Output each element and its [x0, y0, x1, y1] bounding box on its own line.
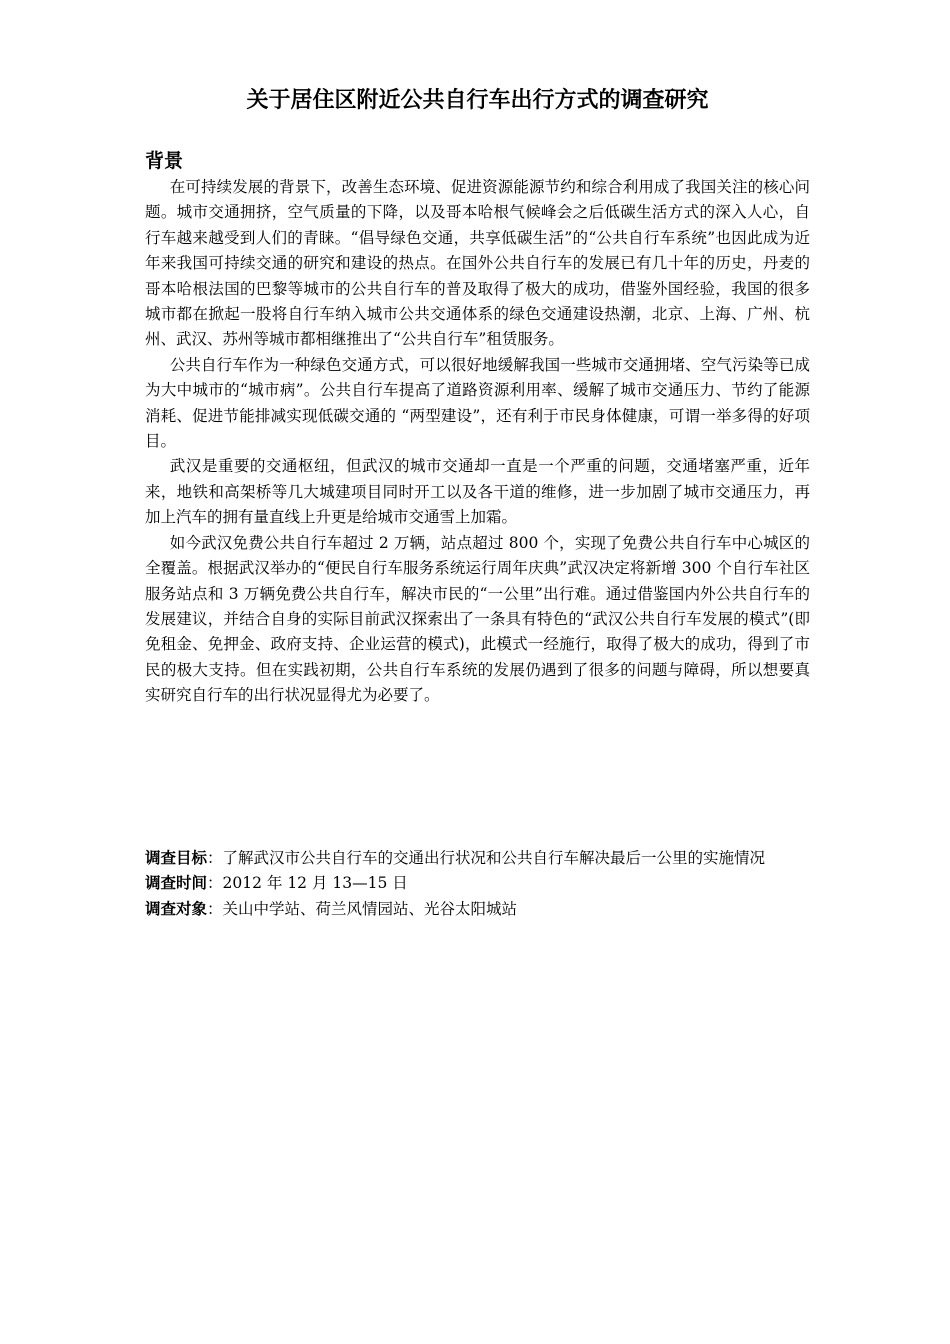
survey-time-text: ：2012 年 12 月 13—15 日: [207, 874, 408, 893]
survey-time-label: 调查时间: [145, 874, 208, 893]
background-body: [145, 175, 810, 709]
paragraph: 武汉是重要的交通枢纽，但武汉的城市交通却一直是一个严重的问题，交通堵塞严重，近年来，地铁和高架桥等几大城建项目同时开工以及各干道的维修，进一步加剧了城市交通压力，再加上汽车的拥有量直线上升更是给城市交通雪上加霜。: [145, 457, 810, 527]
survey-info: [145, 846, 810, 922]
survey-target-row: [145, 897, 810, 922]
survey-target-label: 调查对象: [145, 899, 208, 918]
paragraph: 公共自行车作为一种绿色交通方式，可以很好地缓解我国一些城市交通拥堵、空气污染等已成为大中城市的“城市病”。公共自行车提高了道路资源利用率、缓解了城市交通压力、节约了能源消耗、促进节能排减实现低碳交通的 “两型建设”，还有利于市民身体健康，可谓一举多得的好项目。: [145, 355, 810, 451]
document-title: 关于居住区附近公共自行车出行方式的调查研究: [246, 88, 709, 113]
paragraph: 在可持续发展的背景下，改善生态环境、促进资源能源节约和综合利用成了我国关注的核心问题。城市交通拥挤，空气质量的下降，以及哥本哈根气候峰会之后低碳生活方式的深入人心，自行车越来越受到人们的青睐。“倡导绿色交通，共享低碳生活”的“公共自行车系统”也因此成为近年来我国可持续交通的研究和建设的热点。在国外公共自行车的发展已有几十年的历史，丹麦的哥本哈根法国的巴黎等城市的公共自行车的普及取得了极大的成功，借鉴外国经验，我国的很多城市都在掀起一股将自行车纳入城市公共交通体系的绿色交通建设热潮，北京、上海、广州、杭州、武汉、苏州等城市都相继推出了“公共自行车”租赁服务。: [145, 178, 810, 349]
section-heading-background: 背景: [145, 150, 184, 172]
survey-goal-text: ：了解武汉市公共自行车的交通出行状况和公共自行车解决最后一公里的实施情况: [207, 849, 766, 867]
survey-time-row: [145, 871, 810, 896]
paragraph: 如今武汉免费公共自行车超过 2 万辆，站点超过 800 个，实现了免费公共自行车中心城区的全覆盖。根据武汉举办的“便民自行车服务系统运行周年庆典”武汉决定将新增 300 个自行车社区服务站点和 3 万辆免费公共自行车，解决市民的“一公里”出行难。通过借鉴国内外公共自行车的发展建议，并结合自身的实际目前武汉探索出了一条具有特色的“武汉公共自行车发展的模式”(即免租金、免押金、政府支持、企业运营的模式)，此模式一经施行，取得了极大的成功，得到了市民的极大支持。但在实践初期，公共自行车系统的发展仍遇到了很多的问题与障碍，所以想要真实研究自行车的出行状况显得尤为必要了。: [145, 533, 810, 705]
survey-target-text: ：关山中学站、荷兰风情园站、光谷太阳城站: [207, 899, 518, 918]
survey-goal-label: 调查目标: [145, 849, 208, 867]
survey-goal-row: [145, 846, 810, 871]
